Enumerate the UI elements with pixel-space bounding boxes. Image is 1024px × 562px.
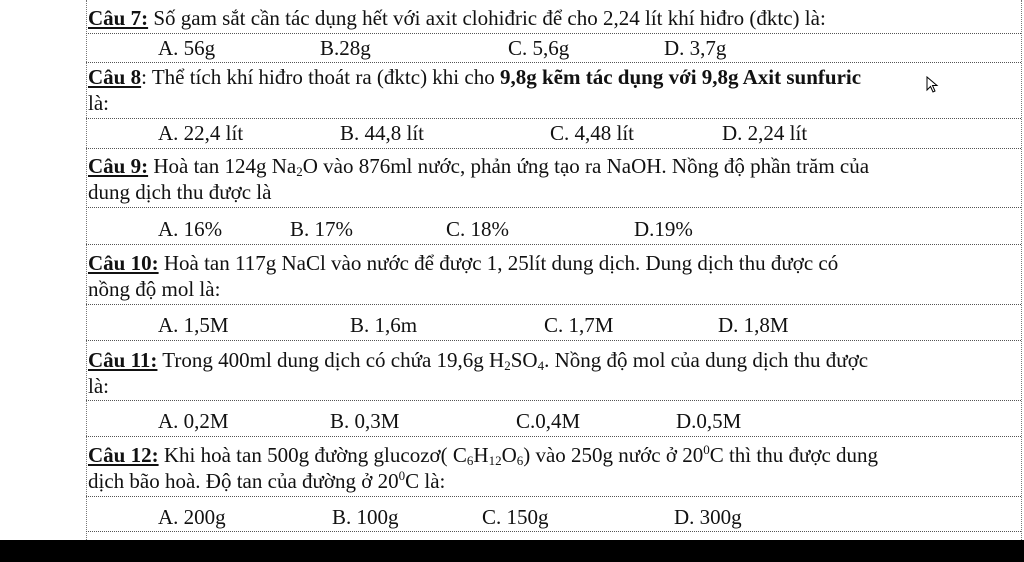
divider (86, 244, 1021, 246)
question-9-option-c: C. 18% (446, 217, 509, 241)
question-11-option-c: C.0,4M (516, 409, 581, 433)
divider (86, 436, 1021, 438)
question-10-line-1 (88, 251, 838, 275)
question-10-line-2: nồng độ mol là: (88, 277, 221, 301)
question-9-option-d: D.19% (634, 217, 693, 241)
question-9-text: Hoà tan 124g Na (148, 154, 297, 178)
divider (86, 148, 1021, 150)
question-9-option-a: A. 16% (158, 217, 223, 241)
question-8-bold-acid: 9,8g Axit sunfuric (701, 65, 862, 89)
question-11-option-d: D.0,5M (676, 409, 742, 433)
mouse-cursor-icon (926, 76, 940, 94)
table-border-right (1021, 0, 1023, 540)
bottom-black-bar (0, 540, 1024, 562)
divider (86, 304, 1021, 306)
question-9-label: Câu 9: (88, 154, 149, 178)
question-8-text-mid: kẽm tác dụng với (536, 65, 702, 89)
question-11-subscript-o: 4 (537, 358, 545, 373)
question-11-option-b: B. 0,3M (330, 409, 400, 433)
question-8-option-a: A. 22,4 lít (158, 121, 244, 145)
question-12-text-o: O (501, 443, 517, 467)
question-12-line-2 (88, 469, 445, 493)
question-7-option-a: A. 56g (158, 36, 216, 60)
question-10-option-c: C. 1,7M (544, 313, 614, 337)
question-12-label: Câu 12: (88, 443, 159, 467)
question-8-bold-mass: 9,8g (499, 65, 537, 89)
question-11-text: Trong 400ml dung dịch có chứa 19,6g H (157, 348, 505, 372)
question-12-text-h: H (473, 443, 489, 467)
question-11-option-a: A. 0,2M (158, 409, 229, 433)
question-8-option-d: D. 2,24 lít (722, 121, 808, 145)
question-11-text-end: . Nồng độ mol của dung dịch thu được (544, 348, 869, 372)
question-11-line-2: là: (88, 374, 109, 398)
question-10-option-d: D. 1,8M (718, 313, 789, 337)
question-8-option-c: C. 4,48 lít (550, 121, 635, 145)
question-9-option-b: B. 17% (290, 217, 353, 241)
question-8-line-2: là: (88, 91, 109, 115)
question-7-option-d: D. 3,7g (664, 36, 727, 60)
question-12-text: Khi hoà tan 500g đường glucozơ( C (158, 443, 467, 467)
question-12-text-mid: ) vào 250g nước ở 20 (523, 443, 704, 467)
question-10-label: Câu 10: (88, 251, 159, 275)
question-9-line-1 (88, 154, 869, 178)
question-12-line-2-text: dịch bão hoà. Độ tan của đường ở 20 (88, 469, 399, 493)
question-10-option-b: B. 1,6m (350, 313, 418, 337)
divider (86, 118, 1021, 120)
divider (86, 62, 1021, 64)
question-12-line-2-end: C là: (405, 469, 446, 493)
question-12-option-d: D. 300g (674, 505, 742, 529)
question-10-text: Hoà tan 117g NaCl vào nước để được 1, 25lít dung dịch. Dung dịch thu được có (158, 251, 839, 275)
question-7-line (88, 6, 826, 30)
question-7-option-c: C. 5,6g (508, 36, 570, 60)
question-8-text: : Thể tích khí hiđro thoát ra (đktc) khi cho (141, 65, 500, 89)
question-12-line-2-degree: 0 (398, 468, 406, 483)
question-8-line-1 (88, 65, 861, 89)
question-12-degree: 0 (703, 442, 710, 457)
question-12-subscript-h: 12 (488, 453, 502, 468)
question-12-option-b: B. 100g (332, 505, 399, 529)
divider (86, 340, 1021, 342)
question-12-text-end: C thì thu được dung (709, 443, 879, 467)
question-7-option-b: B.28g (320, 36, 371, 60)
question-12-subscript-c: 6 (466, 453, 474, 468)
divider (86, 400, 1021, 402)
question-8-label: Câu 8 (88, 65, 142, 89)
question-9-text-end: O vào 876ml nước, phản ứng tạo ra NaOH. Nồng độ phần trăm của (302, 154, 870, 178)
question-11-subscript-h: 2 (504, 358, 511, 373)
divider (86, 33, 1021, 35)
question-12-line-1 (88, 443, 878, 467)
question-11-label: Câu 11: (88, 348, 158, 372)
question-7-text: Số gam sắt cần tác dụng hết với axit clohiđric để cho 2,24 lít khí hiđro (đktc) là: (148, 6, 826, 30)
divider (86, 207, 1021, 209)
question-11-line-1 (88, 348, 868, 372)
question-7-label: Câu 7: (88, 6, 149, 30)
question-12-option-c: C. 150g (482, 505, 549, 529)
question-9-subscript: 2 (296, 164, 303, 179)
divider (86, 531, 1021, 533)
question-8-option-b: B. 44,8 lít (340, 121, 425, 145)
question-11-text-so: SO (510, 348, 538, 372)
divider (86, 496, 1021, 498)
question-12-subscript-o: 6 (516, 453, 524, 468)
question-12-option-a: A. 200g (158, 505, 226, 529)
question-10-option-a: A. 1,5M (158, 313, 229, 337)
question-9-line-2: dung dịch thu được là (88, 180, 272, 204)
